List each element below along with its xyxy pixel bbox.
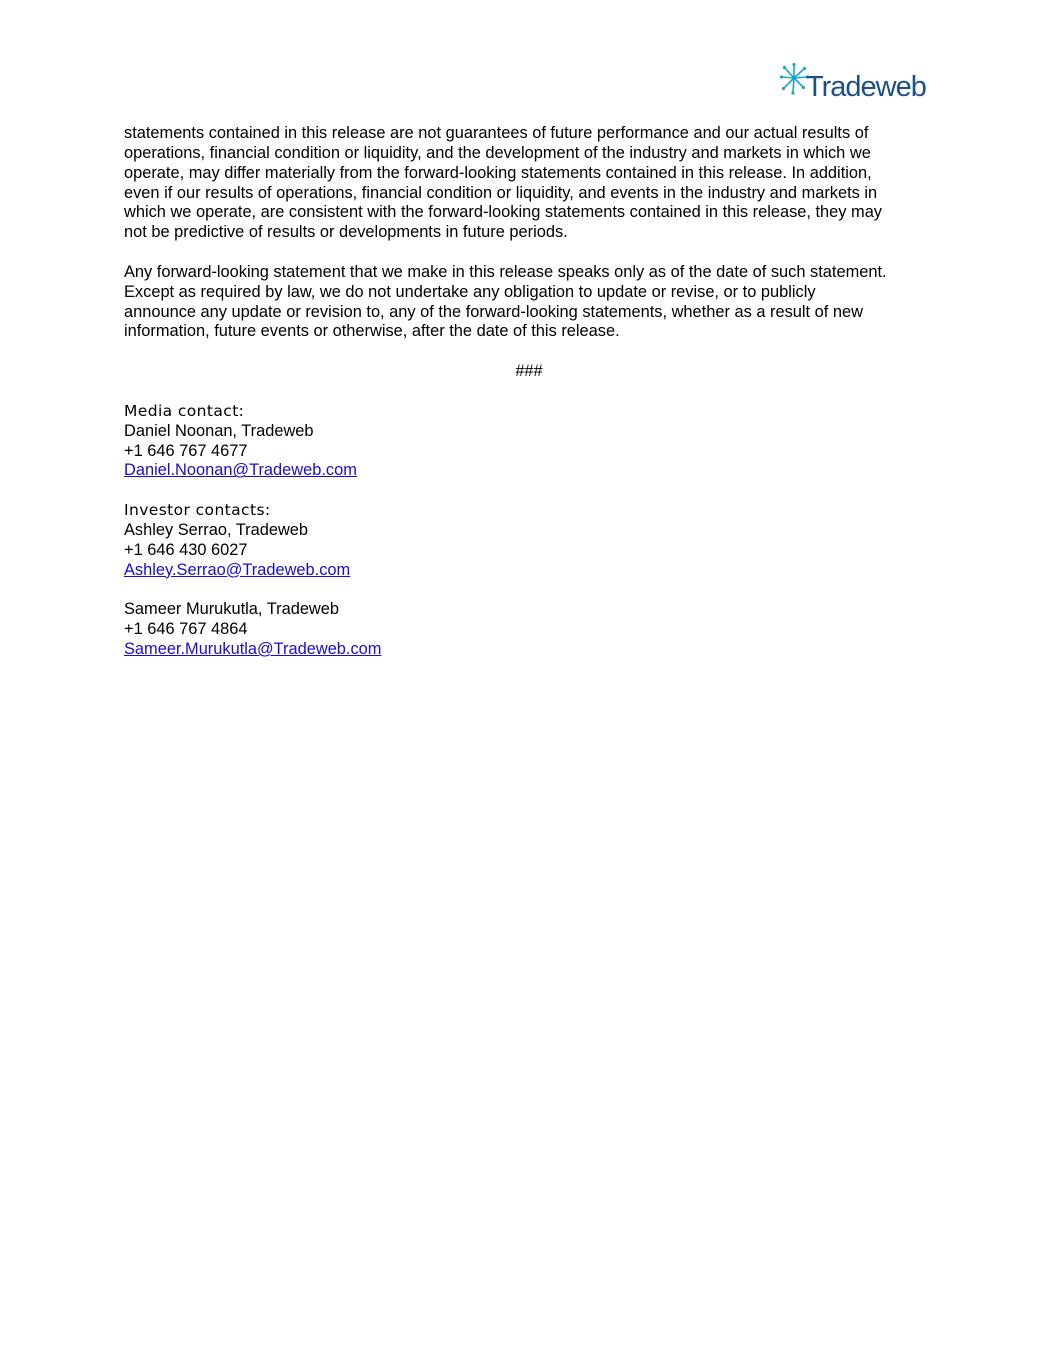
tradeweb-logo	[780, 62, 930, 106]
paragraph-line: operate, may differ materially from the forward-looking statements contained in this release. In addition,	[124, 163, 872, 182]
spacer	[124, 481, 934, 501]
forward-looking-paragraph-1	[124, 124, 934, 243]
contact-phone: +1 646 430 6027	[124, 540, 248, 559]
contact-name: Daniel Noonan, Tradeweb	[124, 421, 314, 440]
contact-name: Sameer Murukutla, Tradeweb	[124, 600, 339, 619]
paragraph-line: announce any update or revision to, any of the forward-looking statements, whether as a result of new	[124, 302, 863, 321]
paragraph-line: which we operate, are consistent with the forward-looking statements contained in this release, they may	[124, 203, 883, 222]
spacer	[124, 580, 934, 600]
media-contact-label: Media contact:	[124, 401, 245, 420]
forward-looking-paragraph-2	[124, 263, 934, 342]
spacer	[124, 382, 934, 402]
investor-contacts-block	[124, 501, 934, 660]
contact-email-link[interactable]: Daniel.Noonan@Tradeweb.com	[124, 461, 357, 480]
paragraph-line: operations, financial condition or liquidity, and the development of the industry and markets in which we	[124, 143, 871, 162]
contact-email-link[interactable]: Sameer.Murukutla@Tradeweb.com	[124, 639, 382, 658]
contact-email-link[interactable]: Ashley.Serrao@Tradeweb.com	[124, 560, 351, 579]
paragraph-line: Except as required by law, we do not undertake any obligation to update or revise, or to publicly	[124, 282, 816, 301]
paragraph-line: information, future events or otherwise, after the date of this release.	[124, 322, 620, 341]
contact-phone: +1 646 767 4677	[124, 441, 248, 460]
section-separator: ###	[515, 362, 543, 381]
paragraph-line: statements contained in this release are not guarantees of future performance and our actual results of	[124, 124, 869, 142]
logo-wordmark: Tradeweb	[806, 71, 926, 103]
spacer	[124, 342, 934, 362]
contact-phone: +1 646 767 4864	[124, 620, 248, 639]
investor-contacts-label: Investor contacts:	[124, 501, 271, 520]
paragraph-line: not be predictive of results or developments in future periods.	[124, 223, 568, 242]
media-contact-block	[124, 402, 934, 481]
document-body	[124, 124, 934, 660]
paragraph-line: even if our results of operations, financial condition or liquidity, and events in the industry and markets in	[124, 183, 878, 202]
spacer	[124, 243, 934, 263]
contact-name: Ashley Serrao, Tradeweb	[124, 520, 309, 539]
paragraph-line: Any forward-looking statement that we make in this release speaks only as of the date of such statement.	[124, 262, 887, 281]
